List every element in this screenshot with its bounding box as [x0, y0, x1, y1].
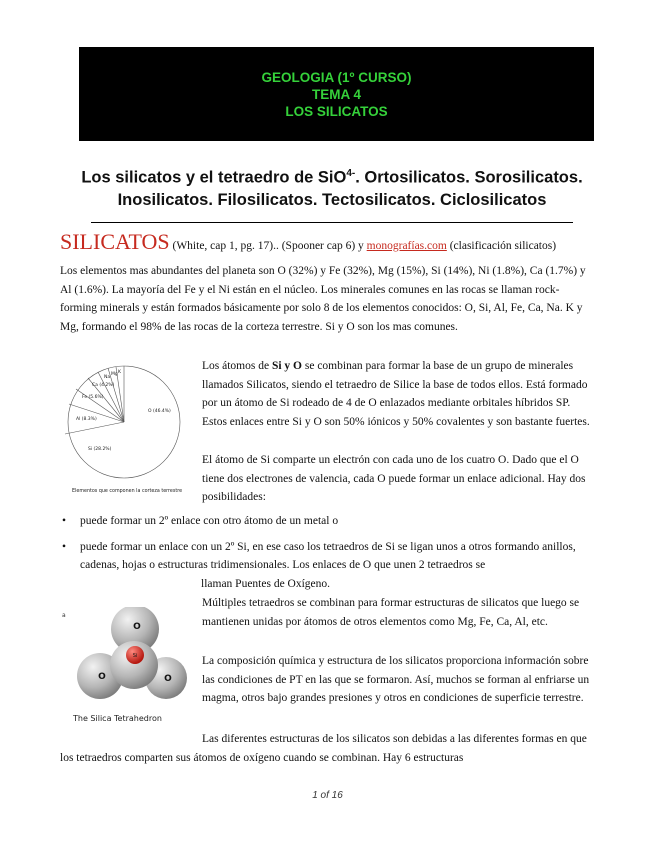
paragraph-structures: Múltiples tetraedros se combinan para formar estructuras de silicatos que luego se mantienen unidas por átomos de otros elementos como Mg, Fe, Ca, Al, etc.	[202, 597, 580, 628]
bullet-dot: •	[62, 540, 67, 553]
crust-elements-pie-chart	[62, 362, 192, 497]
pie-label-al: Al (8.3%)	[76, 417, 97, 422]
pie-label-fe: Fe (5.6%)	[82, 395, 104, 400]
paragraph-bonding: El átomo de Si comparte un electrón con cada uno de los cuatro O. Dado que el O tiene dos electrones de valencia, cada O puede formar un enlace adicional. Hay dos posibilidades:	[202, 454, 586, 503]
topic-title: LOS SILICATOS	[285, 103, 388, 119]
monografias-link[interactable]: monografías.com	[366, 240, 447, 252]
classification-text: (clasificación silicatos)	[446, 240, 557, 252]
figure-caption: The Silica Tetrahedron	[73, 714, 162, 723]
pie-label-o: O (46.4%)	[148, 409, 171, 414]
course-name: GEOLOGIA (1º CURSO)	[261, 69, 412, 85]
paragraph-tetrahedron: Los átomos de Si y O se combinan para formar la base de un grupo de minerales llamados Silicatos, siendo el tetraedro de Silice la base de todos ellos. Está formado por un átomo de Si rodeado de 4 de O enlazados mediante orbitales híbridos SP. Estos enlaces entre Si y O son 50% iónicos y 50% covalentes y son bastante fuertes.	[202, 360, 590, 428]
list-item: • puede formar un 2º enlace con otro átomo de un metal o	[60, 512, 600, 531]
pie-label-ca: Ca (4.2%)	[92, 383, 115, 388]
bonding-options-list	[60, 512, 600, 600]
list-item: • puede formar un enlace con un 2º Si, en ese caso los tetraedros de Si se ligan unos a otros formando anillos, cadenas, hojas o estructuras tridimensionales. Los enlaces de O que unen 2 tetraedros se llaman Puentes de Oxígeno.	[60, 538, 600, 594]
title-divider	[91, 222, 573, 223]
bullet-dot: •	[62, 515, 67, 527]
course-header	[79, 47, 594, 141]
references-text: (White, cap 1, pg. 17).. (Spooner cap 6) y	[169, 240, 367, 252]
topic-number: TEMA 4	[311, 86, 361, 102]
paragraph-elements: Los elementos mas abundantes del planeta son O (32%) y Fe (32%), Mg (15%), Si (14%), Ni (1.8%), Ca (1.7%) y Al (1.6%). La mayoría del Fe y el Ni están en el núcleo. Los minerales comunes en las rocas se llaman rock-forming minerals y están formados básicamente por solo 8 de los elementos conocidos: O, Si, Al, Fe, Ca, Na. K y Mg, formando el 98% de las rocas de la corteza terrestre. Si y O son los mas comunes.	[60, 265, 586, 333]
pie-label-na: Na	[104, 375, 111, 380]
oxygen-label: O	[133, 622, 141, 632]
page-number: 1 of 16	[312, 790, 343, 801]
oxygen-label: O	[164, 674, 172, 684]
pie-caption: Elementos que componen la corteza terrestre	[72, 489, 183, 494]
section-heading-line	[60, 229, 620, 255]
pie-label-si: Si (28.2%)	[88, 447, 112, 452]
paragraph-structure-types: Las diferentes estructuras de los silicatos son debidas a las diferentes formas en que los tetraedros comparten sus átomos de oxígeno cuando se combinan. Hay 6 estructuras	[60, 733, 587, 764]
silica-tetrahedron-figure	[62, 607, 190, 725]
page-title: Los silicatos y el tetraedro de SiO$^{4-}$. Ortosilicatos. Sorosilicatos. Inosilicatos. Filosilicatos. Tectosilicatos. Ciclosilicatos	[81, 168, 583, 209]
silicon-label: Si	[132, 653, 138, 659]
figure-tag: a	[62, 612, 66, 619]
oxygen-label: O	[98, 672, 106, 682]
paragraph-composition: La composición química y estructura de los silicatos proporciona información sobre las condiciones de PT en las que se formaron. Así, muchos se forman al enfriarse un magma, otros bajo grandes presiones y otros en condiciones de superficie terrestre.	[202, 655, 590, 704]
pie-label-mg: Mg	[111, 372, 118, 377]
section-heading: SILICATOS	[60, 229, 170, 254]
pie-label-k: K	[118, 370, 121, 375]
